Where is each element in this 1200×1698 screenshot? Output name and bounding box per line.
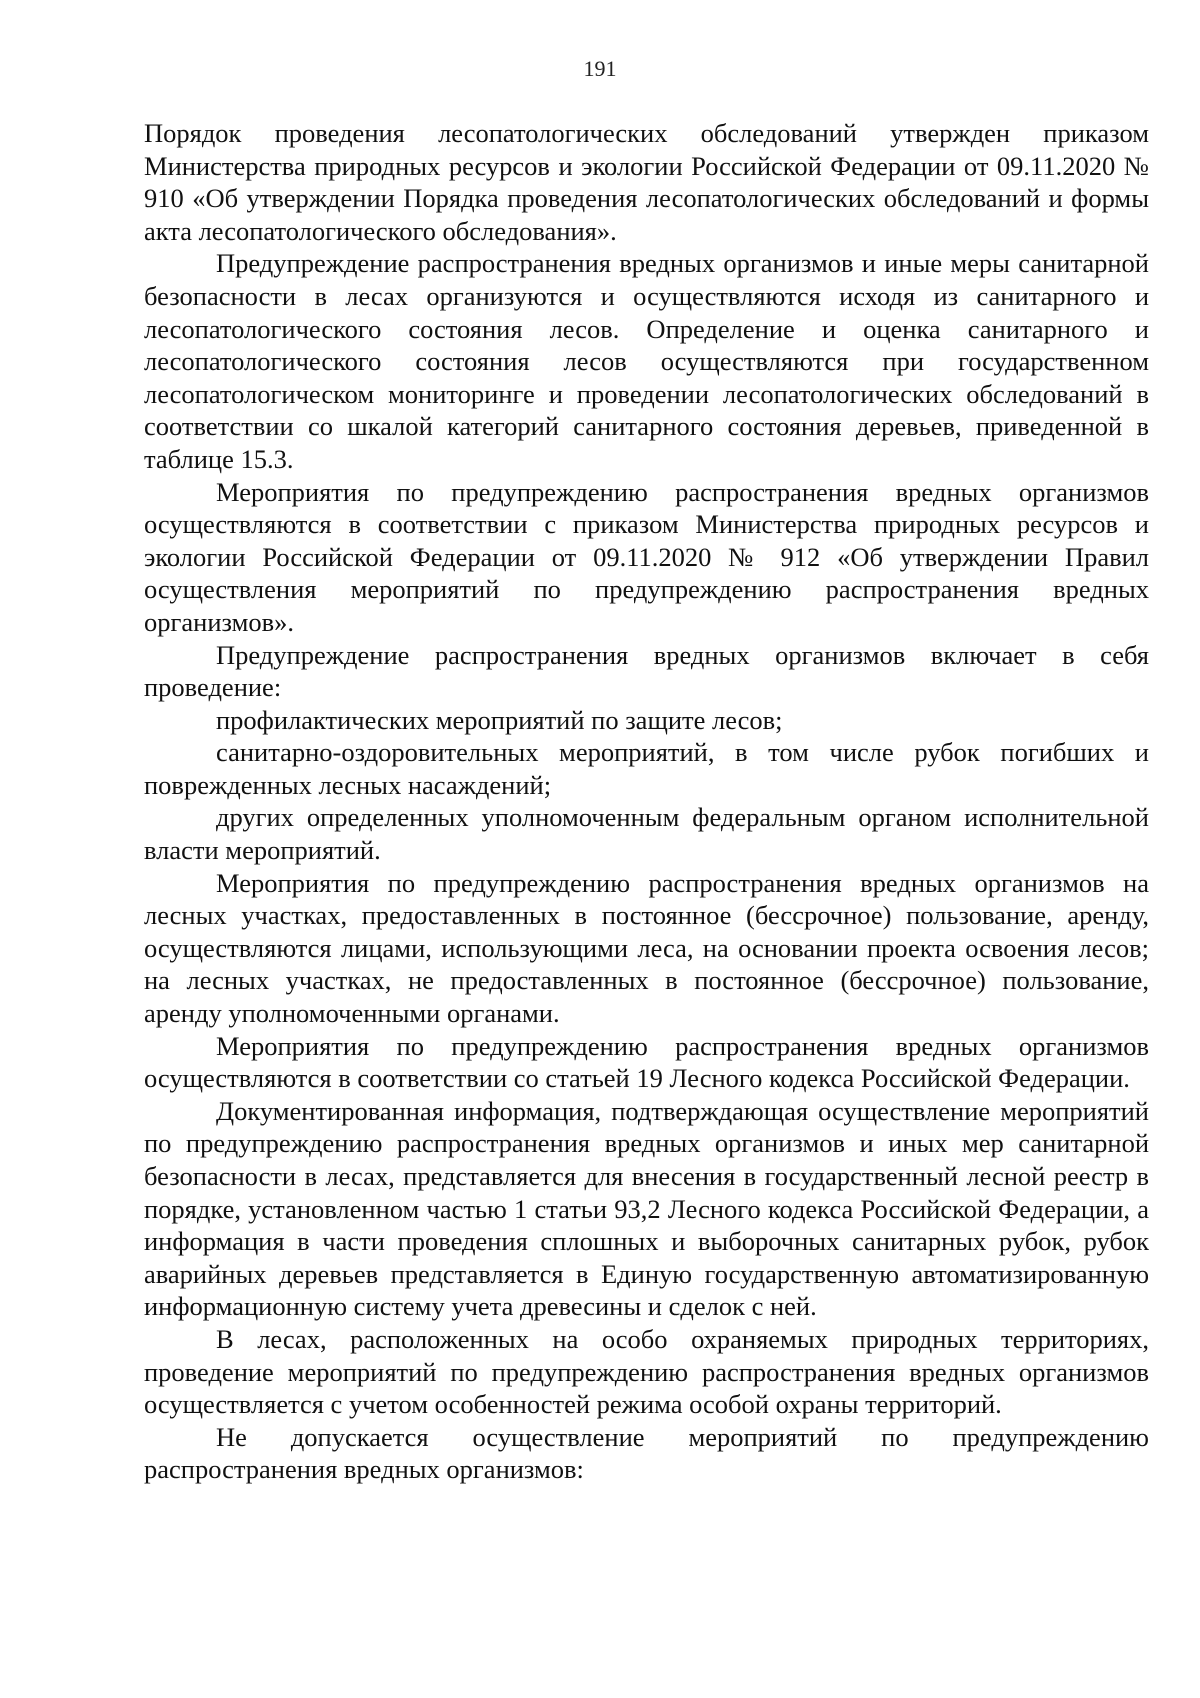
paragraph-2: Предупреждение распространения вредных организмов и иные меры санитарной безопасности в лесах организуются и осуществляются исходя из санитарного и лесопатологического состояния лесов. Определение и оценка санитарного и лесопатологического состояния лесов осуществляются при государственном лесопатологическом мониторинге и проведении лесопатологических обследований в соответствии со шкалой категорий санитарного состояния деревьев, приведенной в таблице 15.3. bbox=[144, 248, 1149, 474]
list-item-3: других определенных уполномоченным федеральным органом исполнительной власти мероприятий. bbox=[144, 802, 1149, 866]
list-item-1: профилактических мероприятий по защите лесов; bbox=[216, 704, 783, 735]
paragraph-3: Мероприятия по предупреждению распространения вредных организмов осуществляются в соответствии с приказом Министерства природных ресурсов и экологии Российской Федерации от 09.11.2020 № 912 «Об утверждении Правил осуществления мероприятий по предупреждению распространения вредных организмов». bbox=[144, 476, 1149, 637]
document-body bbox=[144, 117, 1149, 1486]
paragraph-1: Порядок проведения лесопатологических обследований утвержден приказом Министерства природных ресурсов и экологии Российской Федерации от 09.11.2020 № 910 «Об утверждении Порядка проведения лесопатологических обследований и формы акта лесопатологического обследования». bbox=[144, 118, 1149, 246]
paragraph-5: Мероприятия по предупреждению распространения вредных организмов на лесных участках, предоставленных в постоянное (бессрочное) пользование, аренду, осуществляются лицами, использующими леса, на основании проекта освоения лесов; на лесных участках, не предоставленных в постоянное (бессрочное) пользование, аренду уполномоченными органами. bbox=[144, 867, 1149, 1029]
list-item-2: санитарно-оздоровительных мероприятий, в том числе рубок погибших и поврежденных лесных насаждений; bbox=[144, 737, 1149, 800]
page-number: 191 bbox=[583, 56, 617, 81]
paragraph-8: В лесах, расположенных на особо охраняемых природных территориях, проведение мероприятий по предупреждению распространения вредных организмов осуществляется с учетом особенностей режима особой охраны территорий. bbox=[144, 1323, 1149, 1420]
paragraph-9: Не допускается осуществление мероприятий по предупреждению распространения вредных организмов: bbox=[144, 1421, 1149, 1485]
paragraph-7: Документированная информация, подтверждающая осуществление мероприятий по предупреждению распространения вредных организмов и иных мер санитарной безопасности в лесах, представляется для внесения в государственный лесной реестр в порядке, установленном частью 1 статьи 93,2 Лесного кодекса Российской Федерации, а информация в части проведения сплошных и выборочных санитарных рубок, рубок аварийных деревьев представляется в Единую государственную автоматизированную информационную систему учета древесины и сделок с ней. bbox=[144, 1095, 1149, 1322]
paragraph-4: Предупреждение распространения вредных организмов включает в себя проведение: bbox=[144, 639, 1149, 703]
paragraph-6: Мероприятия по предупреждению распространения вредных организмов осуществляются в соответствии со статьей 19 Лесного кодекса Российской Федерации. bbox=[144, 1030, 1149, 1094]
